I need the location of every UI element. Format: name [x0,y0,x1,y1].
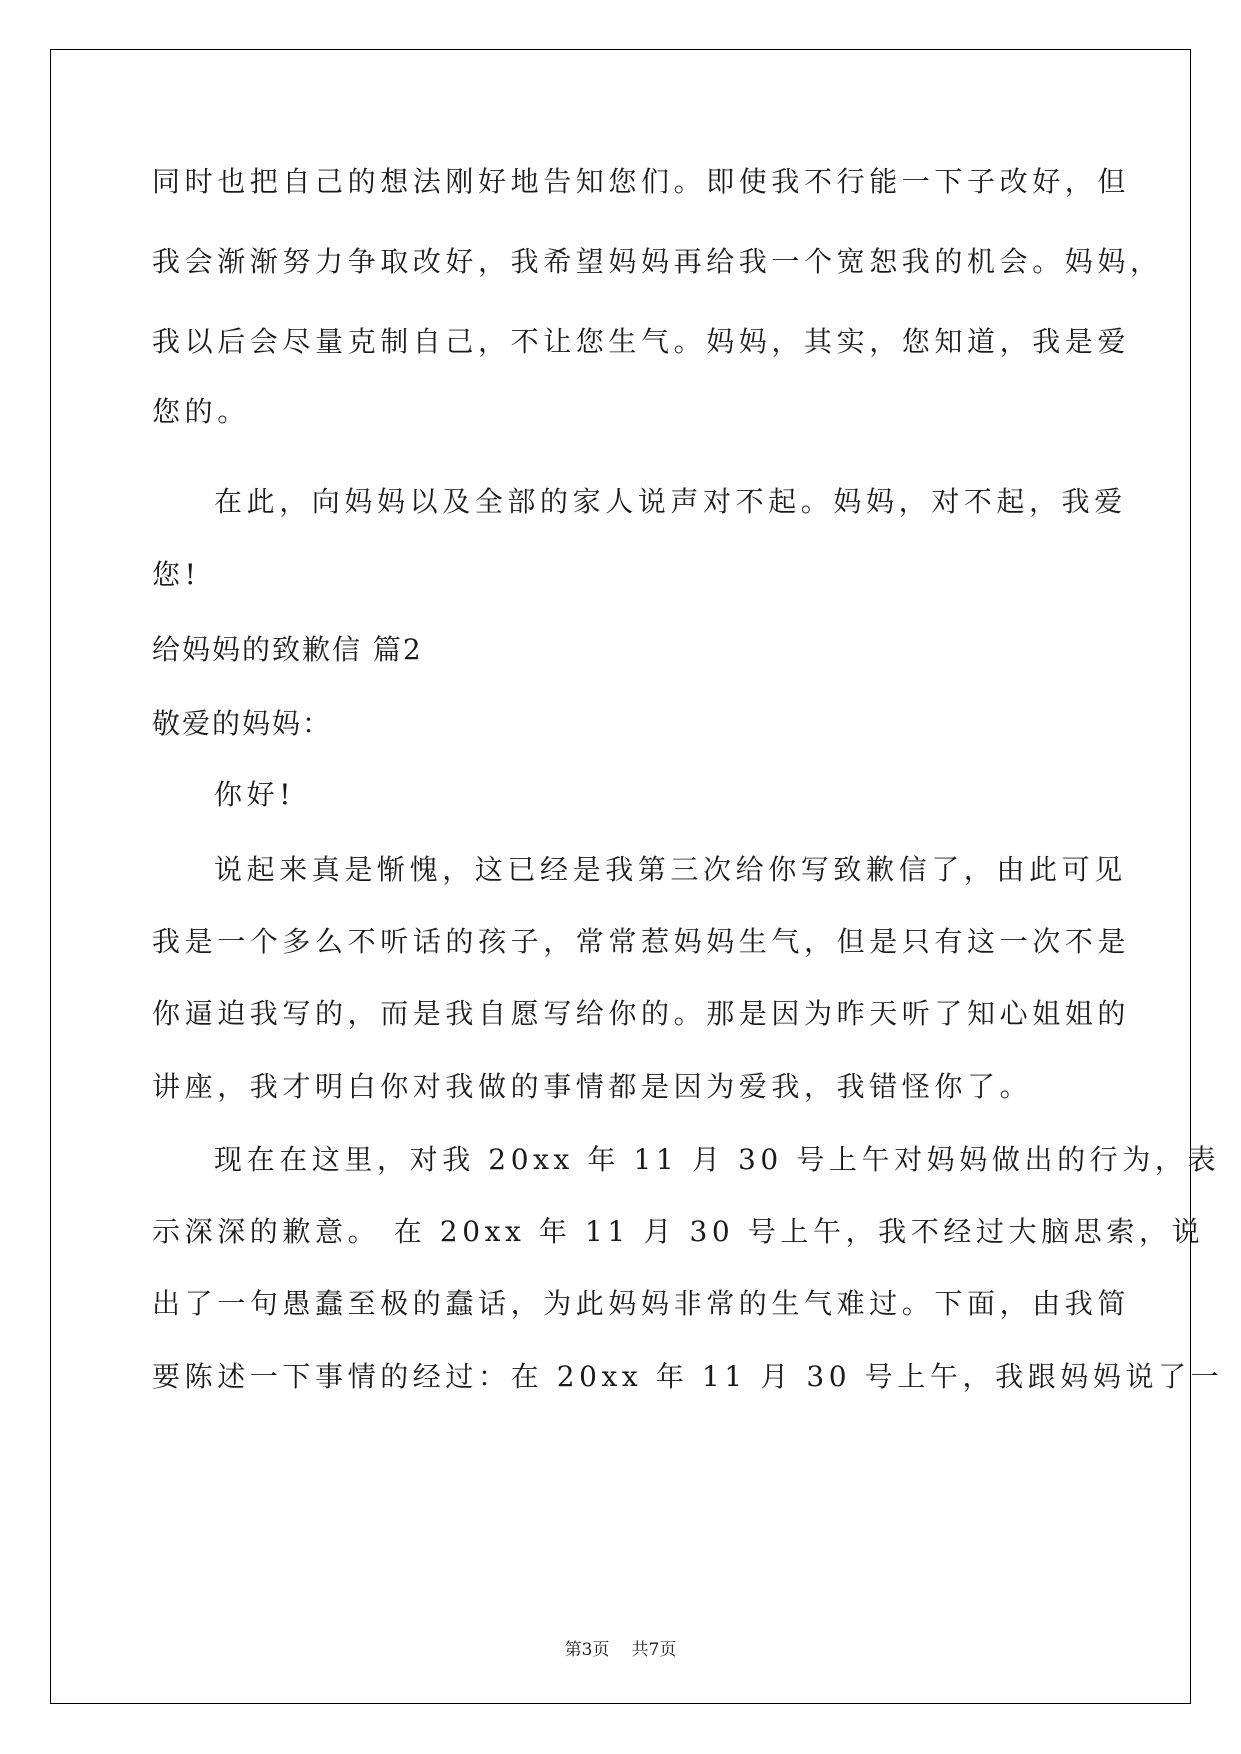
page-number: 第3页 [564,1640,610,1660]
salutation: 敬爱的妈妈： [152,707,333,740]
paragraph2-line-2: 您! [152,558,201,591]
paragraph4-line-4: 要陈述一下事情的经过：在 20xx 年 11 月 30 号上午，我跟妈妈说了一 [152,1360,1224,1393]
paragraph3-line-4: 讲座，我才明白你对我做的事情都是因为爱我，我错怪你了。 [152,1070,1033,1103]
total-pages: 共7页 [631,1640,677,1660]
paragraph1-line-3: 我以后会尽量克制自己，不让您生气。妈妈，其实，您知道，我是爱 [152,325,1131,358]
paragraph4-line-1: 现在在这里，对我 20xx 年 11 月 30 号上午对妈妈做出的行为，表 [214,1143,1221,1176]
paragraph3-line-3: 你逼迫我写的，而是我自愿写给你的。那是因为昨天听了知心姐姐的 [152,997,1131,1030]
page-footer [0,1638,1241,1662]
paragraph2-line-1: 在此，向妈妈以及全部的家人说声对不起。妈妈，对不起，我爱 [214,485,1127,518]
paragraph1-line-2: 我会渐渐努力争取改好，我希望妈妈再给我一个宽恕我的机会。妈妈， [152,245,1163,278]
paragraph3-line-2: 我是一个多么不听话的孩子，常常惹妈妈生气，但是只有这一次不是 [152,925,1131,958]
section-title: 给妈妈的致歉信 篇2 [152,633,423,666]
paragraph3-line-1: 说起来真是惭愧，这已经是我第三次给你写致歉信了，由此可见 [214,853,1127,886]
paragraph4-line-3: 出了一句愚蠢至极的蠢话，为此妈妈非常的生气难过。下面，由我简 [152,1287,1131,1320]
paragraph4-line-2: 示深深的歉意。 在 20xx 年 11 月 30 号上午，我不经过大脑思索，说 [152,1215,1205,1248]
greeting: 你好! [214,778,296,811]
paragraph1-line-1: 同时也把自己的想法刚好地告知您们。即使我不行能一下子改好，但 [152,165,1131,198]
paragraph1-line-4: 您的。 [152,395,250,428]
